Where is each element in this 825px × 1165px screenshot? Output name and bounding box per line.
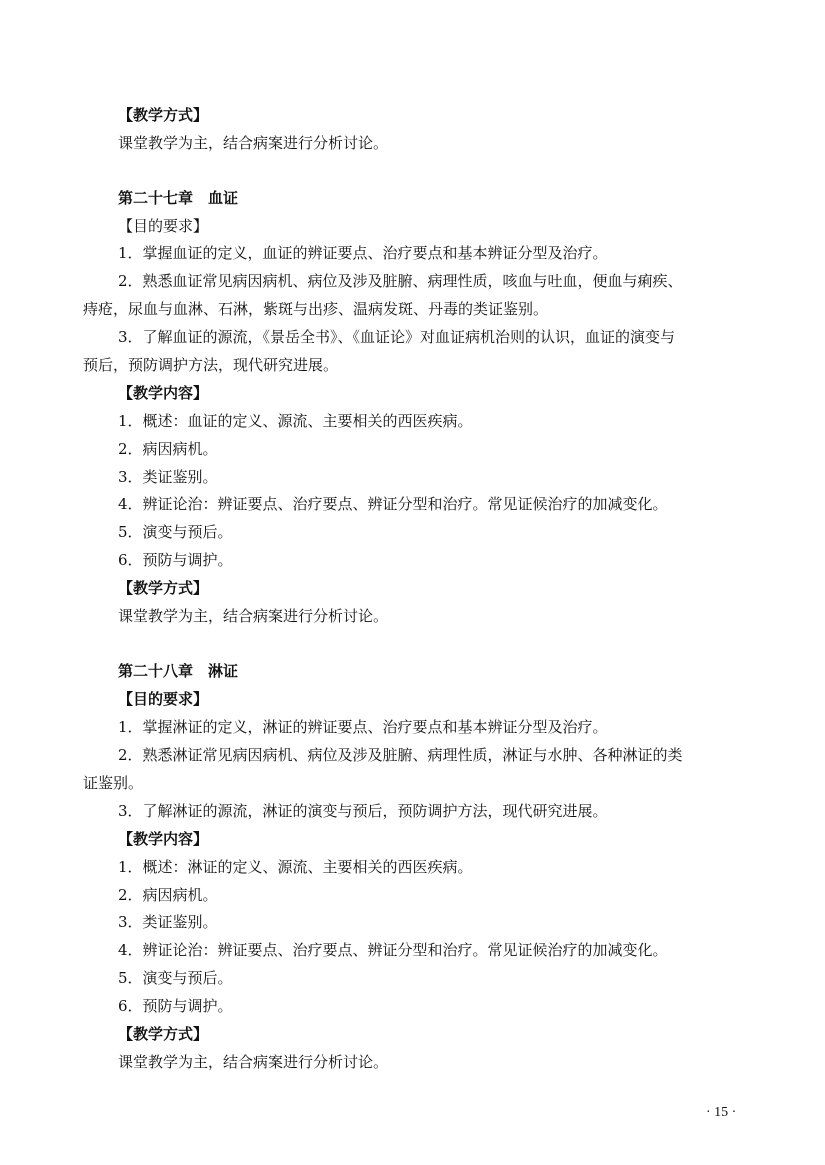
chapter-28-goal-3: 3．了解淋证的源流，淋证的演变与预后，预防调护方法，现代研究进展。 — [118, 802, 608, 820]
chapter-27-content-6: 6．预防与调护。 — [118, 551, 233, 569]
chapter-28-content-3: 3．类证鉴别。 — [118, 913, 218, 931]
section-heading-method: 【教学方式】 — [118, 106, 209, 124]
chapter-28-content-4: 4．辨证论治：辨证要点、治疗要点、辨证分型和治疗。常见证候治疗的加减变化。 — [118, 941, 668, 959]
chapter-28-title: 第二十八章 淋证 — [118, 662, 239, 680]
chapter-27-goal-2-line-2: 痔疮，尿血与血淋、石淋，紫斑与出疹、温病发斑、丹毒的类证鉴别。 — [83, 300, 549, 318]
chapter-27-content-5: 5．演变与预后。 — [118, 523, 233, 541]
chapter-28-content-5: 5．演变与预后。 — [118, 969, 233, 987]
chapter-28-goal-1: 1．掌握淋证的定义，淋证的辨证要点、治疗要点和基本辨证分型及治疗。 — [118, 718, 608, 736]
chapter-27-content-2: 2．病因病机。 — [118, 440, 218, 458]
chapter-28-content-heading: 【教学内容】 — [118, 830, 209, 848]
chapter-27-goal-1: 1．掌握血证的定义，血证的辨证要点、治疗要点和基本辨证分型及治疗。 — [118, 244, 608, 262]
chapter-28-goal-2-line-2: 证鉴别。 — [83, 774, 144, 792]
method-text: 课堂教学为主，结合病案进行分析讨论。 — [118, 134, 389, 152]
chapter-27-method-text: 课堂教学为主，结合病案进行分析讨论。 — [118, 607, 389, 625]
chapter-27-goal-3-line-2: 预后，预防调护方法，现代研究进展。 — [83, 356, 339, 374]
chapter-27-content-heading: 【教学内容】 — [118, 384, 209, 402]
chapter-27-title: 第二十七章 血证 — [118, 189, 239, 207]
chapter-27-goals-heading: 【目的要求】 — [118, 217, 209, 235]
chapter-28-goal-2-line-1: 2．熟悉淋证常见病因病机、病位及涉及脏腑、病理性质，淋证与水肿、各种淋证的类 — [118, 746, 683, 764]
chapter-28-content-1: 1．概述：淋证的定义、源流、主要相关的西医疾病。 — [118, 858, 473, 876]
chapter-28-content-6: 6．预防与调护。 — [118, 997, 233, 1015]
chapter-28-method-heading: 【教学方式】 — [118, 1025, 209, 1043]
chapter-28-method-text: 课堂教学为主，结合病案进行分析讨论。 — [118, 1053, 389, 1071]
chapter-27-content-1: 1．概述：血证的定义、源流、主要相关的西医疾病。 — [118, 412, 473, 430]
chapter-27-goal-2-line-1: 2．熟悉血证常见病因病机、病位及涉及脏腑、病理性质，咳血与吐血，便血与痢疾、 — [118, 272, 683, 290]
chapter-28-content-2: 2．病因病机。 — [118, 886, 218, 904]
chapter-27-content-4: 4．辨证论治：辨证要点、治疗要点、辨证分型和治疗。常见证候治疗的加减变化。 — [118, 495, 668, 513]
chapter-27-content-3: 3．类证鉴别。 — [118, 468, 218, 486]
page-number: · 15 · — [706, 1105, 737, 1120]
chapter-27-goal-3-line-1: 3．了解血证的源流，《景岳全书》、《血证论》对血证病机治则的认识，血证的演变与 — [118, 328, 676, 346]
chapter-28-goals-heading: 【目的要求】 — [118, 690, 209, 708]
chapter-27-method-heading: 【教学方式】 — [118, 579, 209, 597]
